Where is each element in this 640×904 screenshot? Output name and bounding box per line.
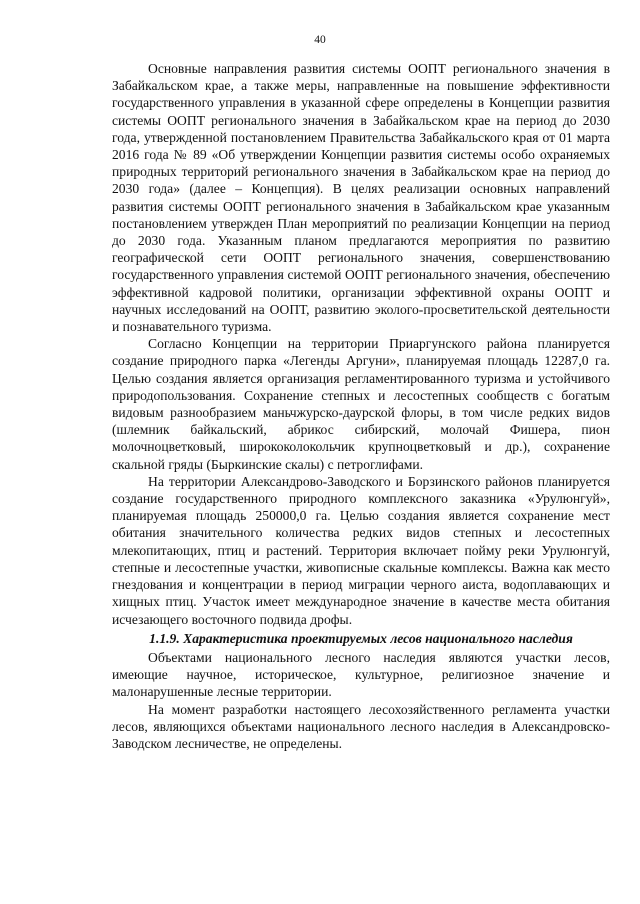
paragraph-heritage-not-determined: На момент разработки настоящего лесохозяйственного регламента участки лесов, являющихся объектами национального лесного наследия в Александровско-Заводском лесничестве, не определены. bbox=[112, 701, 610, 751]
page-number: 40 bbox=[314, 34, 326, 46]
paragraph-national-forest-heritage-objects: Объектами национального лесного наследия являются участки лесов, имеющие научное, историческое, культурное, религиозное значение и малонарушенные лесные территории. bbox=[112, 649, 610, 700]
page-body bbox=[112, 60, 610, 752]
section-heading: 1.1.9. Характеристика проектируемых лесов национального наследия bbox=[149, 630, 573, 646]
paragraph-legends-of-argun-park: Согласно Концепции на территории Приаргунского района планируется создание природного парка «Легенды Аргуни», планируемая площадь 12287,0 га. Целью создания является организация регламентированного туризма и устойчивого природопользования. Сохранение степных и лесостепных сообществ с богатым видовым разнообразием маньчжурско-даурской флоры, в том числе редких видов (шлемник байкальский, абрикос сибирский, молочай Фишера, пион молочноцветковый, ширококолокольчик крупноцветковый и др.), сохранение скальной гряды (Быркинские скалы) с петроглифами. bbox=[112, 336, 610, 472]
paragraph-oopt-directions: Основные направления развития системы ООПТ регионального значения в Забайкальском крае, а также меры, направленные на повышение эффективности государственного управления в указанной сфере определены в Концепции развития системы ООПТ регионального значения в Забайкальском крае на период до 2030 года, утвержденной постановлением Правительства Забайкальского края от 01 марта 2016 года № 89 «Об утверждении Концепции развития системы особо охраняемых природных территорий регионального значения в Забайкальском крае на период до 2030 года» (далее – Концепция). В целях реализации основных направлений развития системы ООПТ регионального значения в Забайкальском крае указанным постановлением утвержден План мероприятий по реализации Концепции на период до 2030 года. Указанным планом предлагаются мероприятия по развитию географической сети ООПТ регионального значения, совершенствованию государственного управления системой ООПТ регионального значения, обеспечению эффективной кадровой политики, организации эффективной охраны ООПТ и научных исследований на ООПТ, развитию эколого-просветительской деятельности и познавательного туризма. bbox=[112, 61, 610, 335]
paragraph-urulyungui-reserve: На территории Александрово-Заводского и Борзинского районов планируется создание государственного природного комплексного заказника «Урулюнгуй», планируемая площадь 250000,0 га. Целью создания является сохранение мест обитания значительного количества редких видов степных и лесостепных млекопитающих, птиц и растений. Территория включает пойму реки Урулюнгуй, степные и лесостепные участки, живописные скальные комплексы. Важна как место гнездования и концентрации в период миграции черного аиста, водоплавающих и хищных птиц. Участок имеет международное значение в качестве места обитания исчезающего восточного подвида дрофы. bbox=[112, 473, 610, 627]
